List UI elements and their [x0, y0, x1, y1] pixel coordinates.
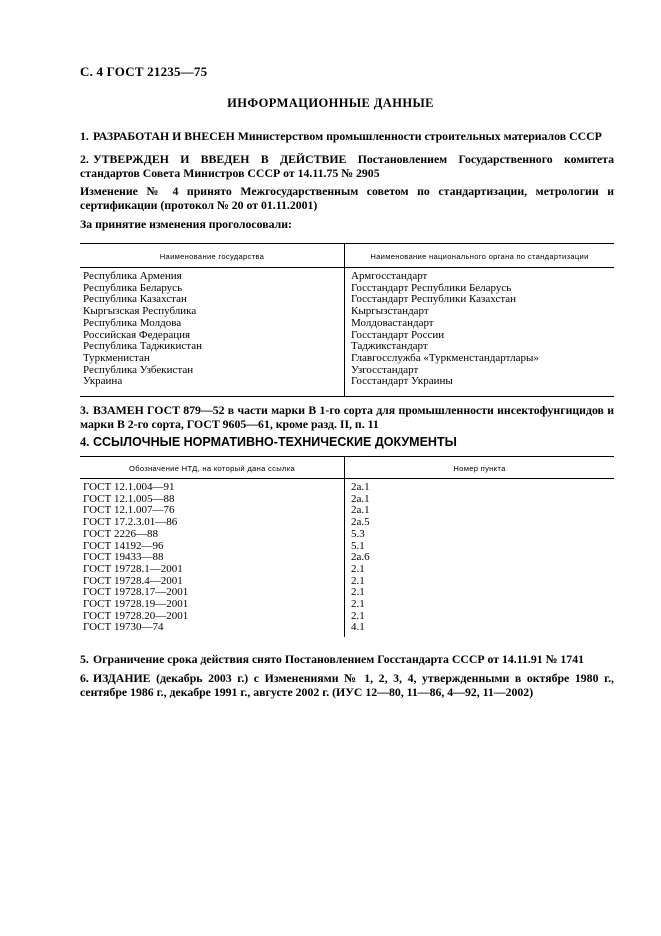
item-6-lead: ИЗДАНИЕ [93, 671, 151, 685]
ntd-designation-cell: ГОСТ 14192—96 [83, 539, 164, 552]
item-1-number: 1. [80, 129, 89, 143]
standards-body-cell: Армгосстандарт [351, 270, 428, 282]
ntd-designation-cell: ГОСТ 17.2.3.01—86 [83, 516, 178, 529]
item-3-text: ВЗАМЕН ГОСТ 879—52 в части марки В 1-го сорта для промышленности инсектофунгицидов и марки В 2-го сорта, ГОСТ 9605—61, кроме разд. II, п. 11 [80, 403, 614, 431]
item-3 [80, 403, 614, 431]
state-name-cell: Туркменистан [83, 351, 150, 364]
item-5-number: 5. [80, 652, 89, 666]
voted-label: За принятие изменения проголосовали: [80, 217, 292, 231]
amendment-note: Изменение № 4 принято Межгосударственным советом по стандартизации, метрологии и сертификации (протокол № 20 от 01.11.2001) [80, 184, 614, 212]
state-name-cell: Республика Беларусь [83, 281, 183, 294]
item-2-lead: УТВЕРЖДЕН И ВВЕДЕН В ДЕЙСТВИЕ [93, 152, 347, 166]
document-title: ИНФОРМАЦИОННЫЕ ДАННЫЕ [227, 96, 434, 110]
state-name-cell: Республика Таджикистан [83, 340, 202, 353]
refs-header-clause: Номер пункта [453, 464, 506, 473]
item-5 [80, 652, 614, 666]
refs-column-clause [351, 482, 370, 634]
item-6-number: 6. [80, 671, 89, 685]
references-table [80, 456, 614, 637]
state-name-cell: Российская Федерация [83, 328, 191, 341]
clause-number-cell: 5.3 [351, 527, 365, 540]
states-header-country: Наименование государства [159, 252, 265, 261]
clause-number-cell: 2.1 [351, 586, 365, 599]
item-1-text: Министерством промышленности строительных материалов СССР [234, 129, 602, 143]
refs-column-designation [83, 482, 188, 634]
item-1 [80, 129, 614, 143]
standards-body-cell: Госстандарт Республики Беларусь [351, 281, 512, 294]
ntd-designation-cell: ГОСТ 12.1.004—91 [83, 481, 175, 493]
ntd-designation-cell: ГОСТ 19730—74 [83, 621, 164, 634]
standards-body-cell: Молдовастандарт [351, 316, 434, 329]
ntd-designation-cell: ГОСТ 12.1.005—88 [83, 492, 175, 505]
state-name-cell: Кыргызская Республика [83, 305, 197, 318]
standards-body-cell: Госстандарт Республики Казахстан [351, 293, 517, 306]
item-2-number: 2. [80, 152, 89, 166]
item-6 [80, 671, 614, 699]
clause-number-cell: 2а.5 [351, 516, 370, 529]
state-name-cell: Республика Узбекистан [83, 363, 194, 376]
standards-body-cell: Таджикстандарт [351, 340, 428, 353]
standards-body-cell: Кыргызстандарт [351, 305, 429, 318]
state-name-cell: Республика Молдова [83, 316, 182, 329]
clause-number-cell: 2.1 [351, 609, 365, 622]
states-column-body [351, 271, 539, 388]
state-name-cell: Республика Армения [83, 270, 182, 282]
clause-number-cell: 5.1 [351, 539, 365, 552]
ntd-designation-cell: ГОСТ 19728.4—2001 [83, 574, 183, 587]
item-2-text: Постановлением Государственного комитета стандартов Совета Министров СССР от 14.11.75 № 2905 [80, 152, 614, 180]
standards-body-cell: Узгосстандарт [351, 363, 419, 376]
clause-number-cell: 4.1 [351, 621, 365, 634]
standards-body-cell: Госстандарт России [351, 328, 445, 341]
item-3-number: 3. [80, 403, 89, 417]
clause-number-cell: 2а.1 [351, 492, 370, 505]
standards-body-cell: Главгосслужба «Туркменстандартлары» [351, 351, 539, 364]
ntd-designation-cell: ГОСТ 19728.1—2001 [83, 562, 183, 575]
page-header: С. 4 ГОСТ 21235—75 [80, 64, 208, 79]
ntd-designation-cell: ГОСТ 19728.20—2001 [83, 609, 189, 622]
refs-header-designation: Обозначение НТД, на который дана ссылка [128, 464, 296, 473]
item-2 [80, 152, 614, 180]
ntd-designation-cell: ГОСТ 2226—88 [83, 527, 158, 540]
clause-number-cell: 2а.1 [351, 481, 370, 493]
states-header-body: Наименование национального органа по стандартизации [370, 252, 589, 261]
item-4-heading [80, 435, 457, 450]
item-4-text: ССЫЛОЧНЫЕ НОРМАТИВНО-ТЕХНИЧЕСКИЕ ДОКУМЕНТЫ [93, 435, 457, 449]
clause-number-cell: 2а.6 [351, 551, 370, 564]
states-column-country [83, 271, 202, 388]
item-4-number: 4. [80, 435, 90, 449]
states-table [80, 243, 614, 396]
state-name-cell: Украина [83, 375, 123, 388]
ntd-designation-cell: ГОСТ 19433—88 [83, 551, 164, 564]
clause-number-cell: 2.1 [351, 598, 365, 611]
item-5-text: Ограничение срока действия снято Постановлением Госстандарта СССР от 14.11.91 № 1741 [93, 652, 584, 666]
item-6-text: (декабрь 2003 г.) с Изменениями № 1, 2, 3, 4, утвержденными в октябре 1980 г., сентябре 1986 г., декабре 1991 г., августе 2002 г. (ИУС 12—80, 11—86, 4—92, 11—2002) [80, 671, 614, 699]
state-name-cell: Республика Казахстан [83, 293, 187, 306]
ntd-designation-cell: ГОСТ 12.1.007—76 [83, 504, 175, 517]
ntd-designation-cell: ГОСТ 19728.17—2001 [83, 586, 189, 599]
clause-number-cell: 2а.1 [351, 504, 370, 517]
ntd-designation-cell: ГОСТ 19728.19—2001 [83, 598, 189, 611]
standards-body-cell: Госстандарт Украины [351, 375, 453, 388]
item-1-lead: РАЗРАБОТАН И ВНЕСЕН [93, 129, 235, 143]
clause-number-cell: 2.1 [351, 562, 365, 575]
clause-number-cell: 2.1 [351, 574, 365, 587]
